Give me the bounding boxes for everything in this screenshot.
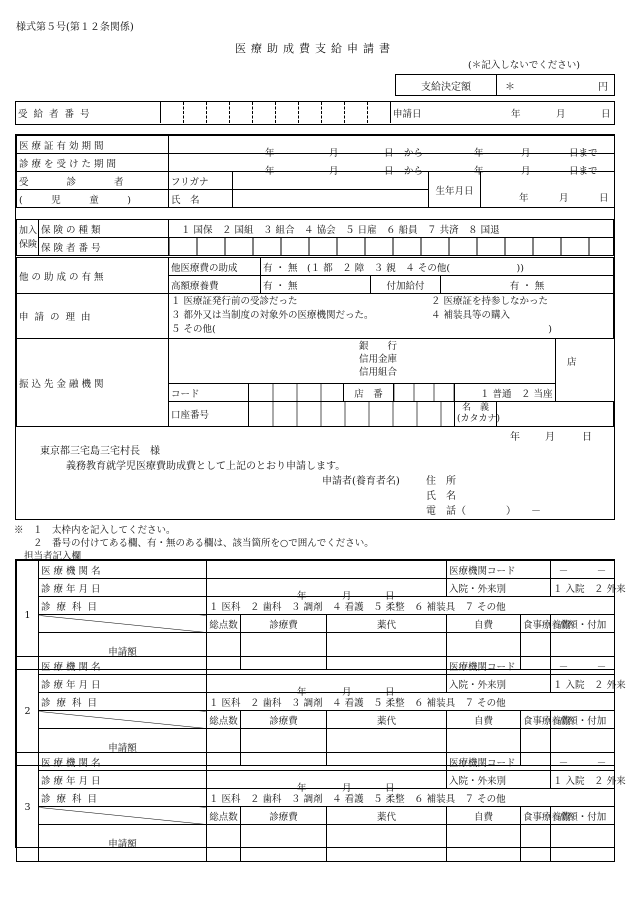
col-meal: 食事療養費	[521, 807, 551, 825]
year-label: 年	[297, 686, 307, 698]
col-self: 自費	[447, 615, 521, 633]
month-label: 月	[342, 686, 352, 698]
kana-text: (カタカナ)	[457, 414, 501, 424]
fuka-label: 付加給付	[371, 276, 441, 294]
col-total-points: 総点数	[207, 807, 241, 825]
other-aid-table	[16, 257, 614, 294]
bank-type-kumiai[interactable]: 信用組合	[359, 367, 398, 378]
year-label: 年	[511, 108, 521, 120]
until-label: 日まで	[569, 147, 598, 159]
recipient-row	[15, 101, 615, 125]
io-label: 入院・外来別	[447, 771, 551, 789]
recipient-digit[interactable]	[161, 102, 184, 123]
block-number: 2	[17, 657, 39, 766]
col-fee: 診療費	[241, 615, 327, 633]
decision-yen: 円	[598, 81, 608, 93]
phone-label: 電 話（ ） －	[426, 506, 541, 517]
day-label: 日	[385, 590, 395, 602]
day-label: 日	[385, 686, 395, 698]
block-number: 1	[17, 561, 39, 670]
io-options[interactable]: １ 入院 ２ 外来	[551, 771, 615, 789]
from-label: から	[404, 147, 424, 159]
reason-option-1[interactable]: １ 医療証発行前の受診だった	[171, 296, 298, 307]
inst-code-input[interactable]: － －	[551, 753, 615, 771]
until-label: 日まで	[569, 165, 598, 177]
col-high: 高額・付加	[551, 711, 615, 729]
note-2: ２ 番号の付けてある欄、有・無のある欄は、該当箇所を○で囲んでください。	[14, 538, 374, 549]
recipient-digit[interactable]	[207, 102, 230, 123]
staff-label: 担当者記入欄	[24, 551, 82, 562]
year-label: 年	[265, 165, 275, 177]
form-id: 様式第５号(第１２条関係)	[16, 22, 134, 33]
col-high: 高額・付加	[551, 615, 615, 633]
name-label: 氏 名	[169, 190, 233, 208]
dept-options[interactable]: １ 医科 ２ 歯科 ３ 調剤 ４ 看護 ５ 柔整 ６ 補装具 ７ その他	[207, 597, 615, 615]
block-number: 3	[17, 753, 39, 862]
insurance-table	[16, 219, 614, 256]
code-input[interactable]	[249, 384, 344, 402]
month-label: 月	[521, 165, 531, 177]
year-label: 年	[519, 192, 529, 204]
account-no-input[interactable]	[249, 402, 455, 427]
ins-no-input[interactable]	[169, 238, 614, 256]
decl-month: 月	[545, 432, 555, 443]
meigi-text: 名 義	[461, 403, 489, 413]
decl-year: 年	[510, 432, 520, 443]
reason-option-4[interactable]: ４ 補装具等の購入	[431, 310, 511, 321]
day-label: 日	[384, 165, 394, 177]
inst-label: 医療機関名	[39, 657, 207, 675]
month-label: 月	[342, 782, 352, 794]
col-total-points: 総点数	[207, 615, 241, 633]
recipient-digit[interactable]	[230, 102, 253, 123]
month-label: 月	[556, 108, 566, 120]
ins-no-label: 保険者番号	[39, 238, 169, 256]
col-drug: 薬代	[327, 711, 447, 729]
year-label: 年	[265, 147, 275, 159]
col-high: 高額・付加	[551, 807, 615, 825]
dept-label: 診療科目	[39, 597, 207, 615]
dept-options[interactable]: １ 医科 ２ 歯科 ３ 調剤 ４ 看護 ５ 柔整 ６ 補装具 ７ その他	[207, 789, 615, 807]
birth-input[interactable]	[481, 172, 615, 208]
decision-star: ＊	[505, 81, 515, 93]
date-label: 診療年月日	[39, 579, 207, 597]
io-options[interactable]: １ 入院 ２ 外来	[551, 675, 615, 693]
recipient-label: 受給者番号	[16, 102, 161, 123]
reason-option-2[interactable]: ２ 医療証を持参しなかった	[431, 296, 549, 307]
month-label: 月	[521, 147, 531, 159]
dept-label: 診療科目	[39, 789, 207, 807]
decl-day: 日	[582, 432, 592, 443]
other-aid-row1-label: 他医療費の助成	[169, 258, 261, 276]
col-total-points: 総点数	[207, 711, 241, 729]
year-label: 年	[297, 590, 307, 602]
recipient-digit[interactable]	[299, 102, 322, 123]
bank-type-shinkin[interactable]: 信用金庫	[359, 354, 398, 365]
bank-type-bank[interactable]: 銀 行	[359, 341, 398, 352]
branch-no-label: 店 番	[344, 384, 394, 402]
decision-label: 支給決定額	[396, 75, 497, 95]
month-label: 月	[559, 192, 569, 204]
dept-label: 診療科目	[39, 693, 207, 711]
birth-label: 生年月日	[429, 172, 481, 208]
validity-label: 医療証有効期間	[17, 136, 169, 154]
patient-label-1: 受 診 者	[17, 172, 169, 190]
io-label: 入院・外来別	[447, 579, 551, 597]
col-drug: 薬代	[327, 615, 447, 633]
addressee: 東京都三宅島三宅村長 様	[40, 446, 160, 457]
inst-code-label: 医療機関コード	[447, 561, 551, 579]
col-meal: 食事療養費	[521, 615, 551, 633]
treat-period[interactable]	[169, 154, 615, 177]
io-label: 入院・外来別	[447, 675, 551, 693]
decision-box	[395, 74, 615, 96]
col-self: 自費	[447, 807, 521, 825]
reason-options[interactable]	[169, 294, 614, 339]
validity-period[interactable]	[169, 136, 615, 159]
name-input[interactable]	[233, 190, 429, 208]
furigana-label: フリガナ	[169, 172, 233, 190]
bank-label: 振込先金融機関	[17, 339, 169, 427]
io-options[interactable]: １ 入院 ２ 外来	[551, 579, 615, 597]
year-label: 年	[474, 147, 484, 159]
recipient-digit[interactable]	[322, 102, 345, 123]
apply-date-label: 申請日	[393, 108, 422, 120]
top-note: (＊記入しないでください)	[468, 60, 580, 71]
apply-amount-label: 申請額	[39, 825, 207, 862]
recipient-digit[interactable]	[368, 102, 391, 123]
date-label: 診療年月日	[39, 771, 207, 789]
recipient-digit[interactable]	[276, 102, 299, 123]
statement: 義務教育就学児医療費助成費として上記のとおり申請します。	[66, 461, 346, 472]
address-label: 住 所	[426, 476, 456, 487]
main-table	[16, 135, 615, 208]
apply-amount-label: 申請額	[39, 729, 207, 766]
inst-code-input[interactable]: － －	[551, 561, 615, 579]
note-1: ※ １ 太枠内を記入してください。	[14, 525, 176, 536]
day-label: 日	[385, 782, 395, 794]
ins-type-label: 保険の種類	[39, 220, 169, 238]
day-label: 日	[384, 147, 394, 159]
inst-code-input[interactable]: － －	[551, 657, 615, 675]
inst-code-label: 医療機関コード	[447, 753, 551, 771]
applicant-name-label: 氏 名	[426, 491, 456, 502]
branch-no-input[interactable]	[394, 384, 455, 402]
fuka-value[interactable]: 有 ・ 無	[441, 276, 614, 294]
inst-label: 医療機関名	[39, 753, 207, 771]
day-label: 日	[601, 108, 611, 120]
ins-type-options[interactable]: １ 国保 ２ 国組 ３ 組合 ４ 協会 ５ 日雇 ６ 船員 ７ 共済 ８ 国退	[169, 220, 614, 238]
apply-amount-label: 申請額	[39, 633, 207, 670]
recipient-digit[interactable]	[253, 102, 276, 123]
applicant-label: 申請者(養育者名)	[322, 476, 400, 487]
account-type-options[interactable]: １ 普通 ２ 当座	[455, 384, 556, 402]
account-no-label: 口座番号	[169, 402, 249, 427]
inst-label: 医療機関名	[39, 561, 207, 579]
from-label: から	[404, 165, 424, 177]
other-aid-label: 他の助成の有無	[17, 258, 169, 294]
col-meal: 食事療養費	[521, 711, 551, 729]
month-label: 月	[329, 147, 339, 159]
col-fee: 診療費	[241, 711, 327, 729]
insurance-group-label: 加入 保険	[17, 220, 39, 256]
recipient-digit[interactable]	[345, 102, 368, 123]
col-fee: 診療費	[241, 807, 327, 825]
branch-label: 店	[567, 357, 577, 368]
day-label: 日	[599, 192, 609, 204]
reason-option-3[interactable]: ３ 都外又は当制度の対象外の医療機関だった。	[171, 310, 374, 321]
meigi-input[interactable]	[497, 402, 614, 427]
inst-code-label: 医療機関コード	[447, 657, 551, 675]
bank-name-input[interactable]	[169, 339, 577, 384]
patient-label-2: ( 児 童 )	[17, 190, 169, 208]
other-aid-row2-value[interactable]: 有 ・ 無	[261, 276, 371, 294]
meigi-label	[455, 402, 501, 427]
reason-label: 申請の理由	[17, 294, 169, 339]
reason-table	[16, 293, 614, 339]
other-aid-row2-label: 高額療養費	[169, 276, 261, 294]
month-label: 月	[329, 165, 339, 177]
col-drug: 薬代	[327, 807, 447, 825]
year-label: 年	[474, 165, 484, 177]
treat-period-label: 診療を受けた期間	[17, 154, 169, 172]
dept-options[interactable]: １ 医科 ２ 歯科 ３ 調剤 ４ 看護 ５ 柔整 ６ 補装具 ７ その他	[207, 693, 615, 711]
col-self: 自費	[447, 711, 521, 729]
date-label: 診療年月日	[39, 675, 207, 693]
reason-option-5[interactable]: ５ その他( )	[171, 324, 552, 335]
page-title: 医療助成費支給申請書	[235, 42, 395, 55]
recipient-digit[interactable]	[184, 102, 207, 123]
bank-table	[16, 338, 614, 427]
apply-date[interactable]	[391, 102, 614, 123]
other-aid-row1-value[interactable]: 有 ・ 無 (１ 都 ２ 障 ３ 親 ４ その他( ))	[261, 258, 614, 276]
staff-frame	[15, 559, 615, 848]
month-label: 月	[342, 590, 352, 602]
code-label: コード	[169, 384, 249, 402]
year-label: 年	[297, 782, 307, 794]
